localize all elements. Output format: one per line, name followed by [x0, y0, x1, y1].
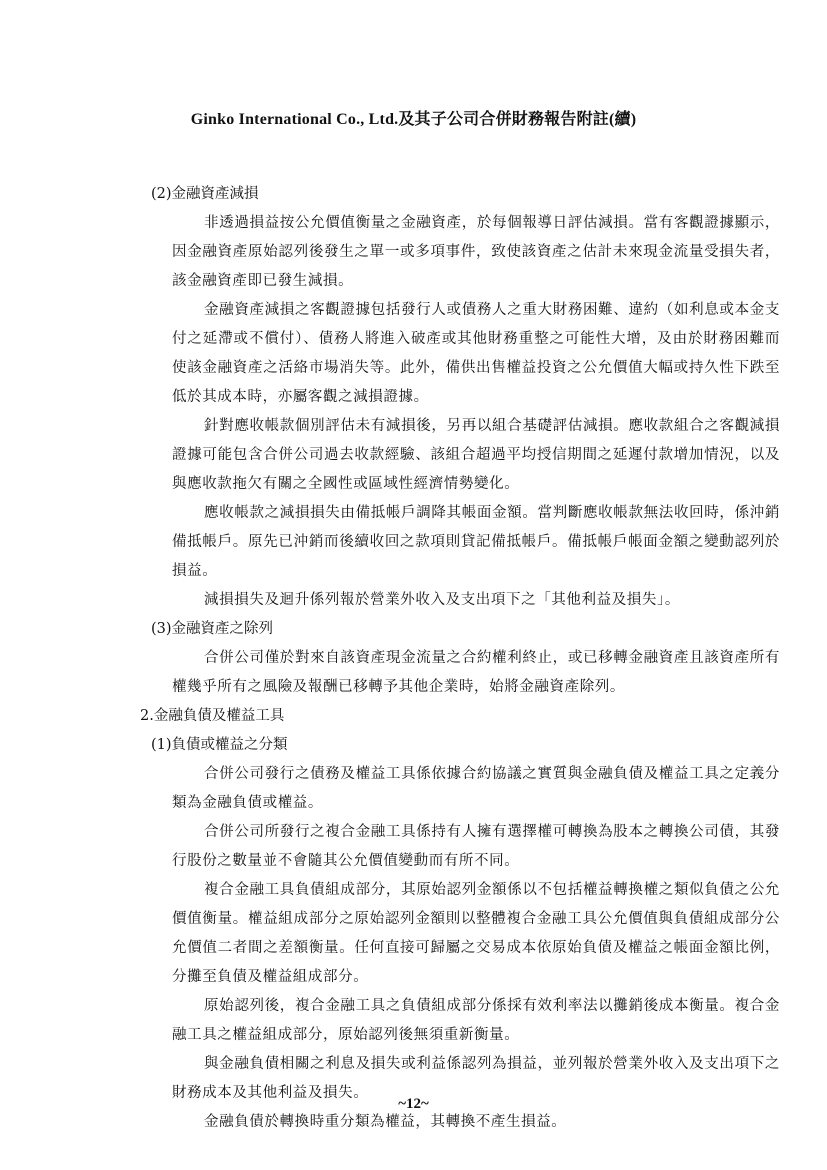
section-financial-asset-impairment: [140, 180, 780, 615]
paragraph: 與金融負債相關之利息及損失或利益係認列為損益，並列報於營業外收入及支出項下之財務成本及其他利益及損失。: [172, 1056, 780, 1101]
section-derecognition: [140, 615, 780, 702]
paragraph: 應收帳款之減損損失由備抵帳戶調降其帳面金額。當判斷應收帳款無法收回時，係沖銷備抵帳戶。原先已沖銷而後續收回之款項則貸記備抵帳戶。備抵帳戶帳面金額之變動認列於損益。: [172, 505, 780, 579]
paragraph: 針對應收帳款個別評估未有減損後，另再以組合基礎評估減損。應收款組合之客觀減損證據可能包含合併公司過去收款經驗、該組合超過平均授信期間之延遲付款增加情況，以及與應收款拖欠有關之全國性或區域性經濟情勢變化。: [172, 418, 780, 492]
section-heading: (1)負債或權益之分類: [151, 737, 288, 753]
document-body: [140, 180, 780, 1137]
section-heading: 2.金融負債及權益工具: [140, 708, 285, 724]
paragraph: 合併公司僅於對來自該資產現金流量之合約權利終止，或已移轉金融資產且該資產所有權幾乎所有之風險及報酬已移轉予其他企業時，始將金融資產除列。: [172, 650, 780, 695]
page-number: ~12~: [398, 1096, 429, 1112]
paragraph: 金融資產減損之客觀證據包括發行人或債務人之重大財務困難、違約（如利息或本金支付之延滯或不償付）、債務人將進入破產或其他財務重整之可能性大增，及由於財務困難而使該金融資產之活絡市場消失等。此外，備供出售權益投資之公允價值大幅或持久性下跌至低於其成本時，亦屬客觀之減損證據。: [172, 302, 780, 405]
section-liability-equity-classification: [140, 731, 780, 1137]
paragraph: 金融負債於轉換時重分類為權益，其轉換不產生損益。: [204, 1114, 567, 1130]
section-financial-liabilities-equity: [140, 702, 780, 731]
section-heading: (3)金融資產之除列: [151, 621, 274, 637]
paragraph: 合併公司所發行之複合金融工具係持有人擁有選擇權可轉換為股本之轉換公司債，其發行股份之數量並不會隨其公允價值變動而有所不同。: [172, 824, 780, 869]
section-heading: (2)金融資產減損: [151, 186, 259, 202]
page-title: Ginko International Co., Ltd.及其子公司合併財務報告附註(續): [190, 111, 637, 128]
paragraph: 合併公司發行之債務及權益工具係依據合約協議之實質與金融負債及權益工具之定義分類為金融負債或權益。: [172, 766, 780, 811]
paragraph: 複合金融工具負債組成部分，其原始認列金額係以不包括權益轉換權之類似負債之公允價值衡量。權益組成部分之原始認列金額則以整體複合金融工具公允價值與負債組成部分公允價值二者間之差額衡量。任何直接可歸屬之交易成本依原始負債及權益之帳面金額比例，分攤至負債及權益組成部分。: [172, 882, 780, 985]
paragraph: 非透過損益按公允價值衡量之金融資產，於每個報導日評估減損。當有客觀證據顯示，因金融資產原始認列後發生之單一或多項事件，致使該資產之估計未來現金流量受損失者，該金融資產即已發生減損。: [172, 215, 780, 289]
paragraph: 原始認列後，複合金融工具之負債組成部分係採有效利率法以攤銷後成本衡量。複合金融工具之權益組成部分，原始認列後無須重新衡量。: [172, 998, 780, 1043]
paragraph: 減損損失及迴升係列報於營業外收入及支出項下之「其他利益及損失」。: [204, 592, 680, 608]
